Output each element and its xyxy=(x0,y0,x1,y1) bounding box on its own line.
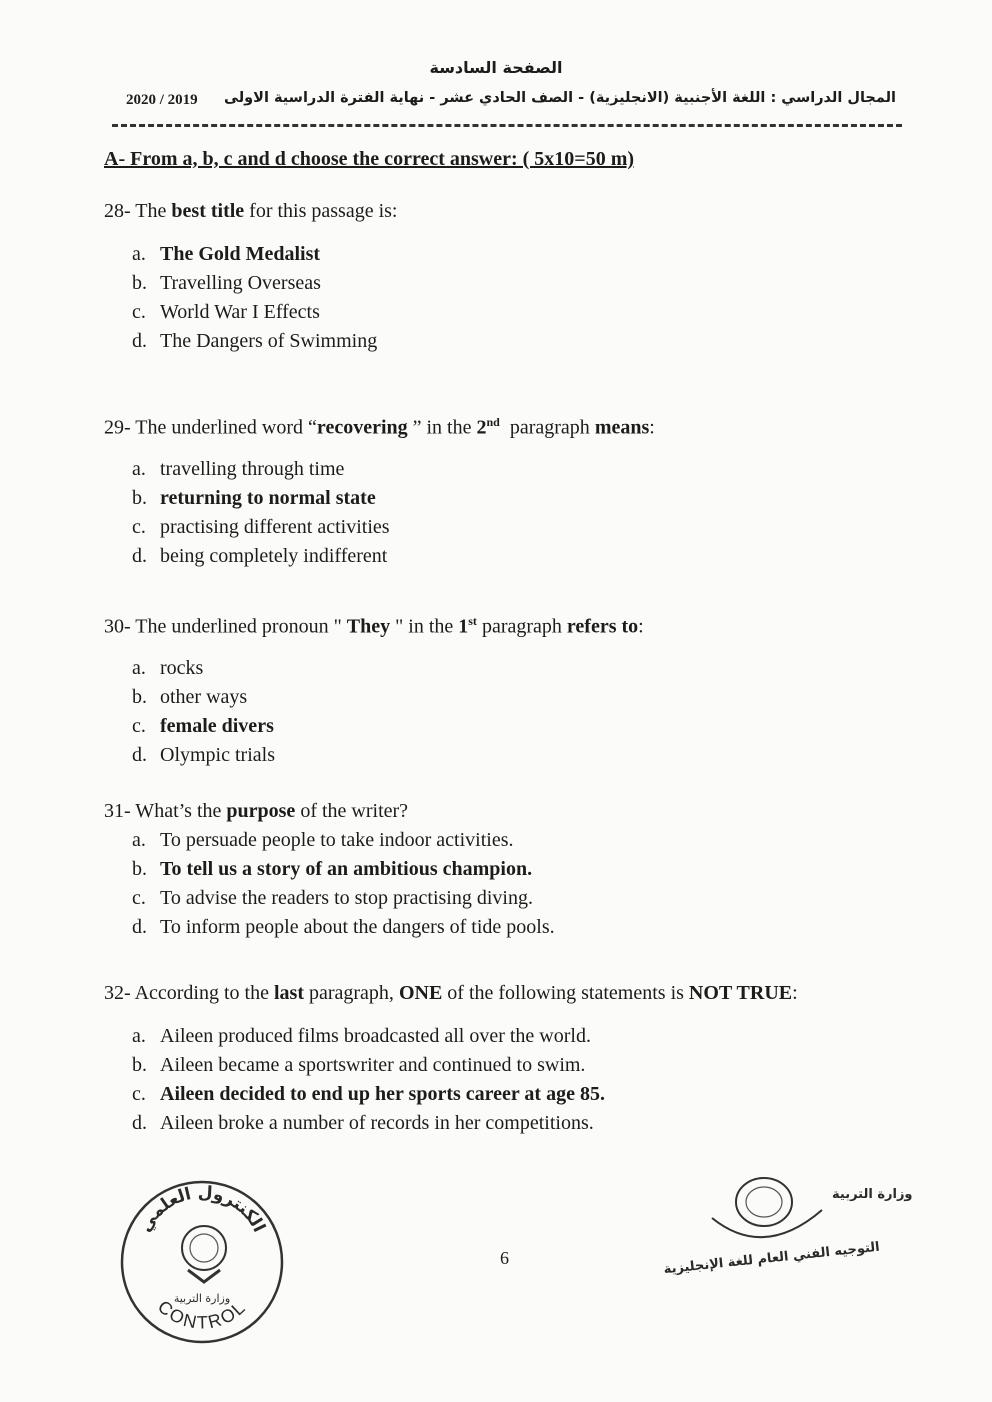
ordinal-suffix: nd xyxy=(486,415,500,429)
question-text: paragraph xyxy=(476,615,567,638)
ministry-seal xyxy=(652,1170,913,1280)
option-text: Aileen became a sportswriter and continued to swim. xyxy=(160,1054,586,1076)
option-text: To persuade people to take indoor activities. xyxy=(160,829,514,851)
question-text: of the writer? xyxy=(295,800,409,822)
option-text: The Gold Medalist xyxy=(160,243,321,265)
header-divider xyxy=(112,124,902,127)
option-text: Aileen decided to end up her sports career at age 85. xyxy=(160,1083,605,1105)
question-text: : xyxy=(638,615,644,638)
question-text: The underlined pronoun " xyxy=(130,615,347,638)
option-letter: d. xyxy=(132,545,147,567)
question-text: : xyxy=(649,416,655,439)
options-32 xyxy=(132,1022,605,1138)
svg-text:الكنترول العلمي xyxy=(135,1183,269,1236)
question-number: 30- xyxy=(104,615,131,638)
option-text: practising different activities xyxy=(160,516,390,538)
option-letter: c. xyxy=(132,887,146,909)
page-number: 6 xyxy=(500,1248,509,1268)
ordinal-number: 2 xyxy=(476,416,487,439)
question-text: : xyxy=(792,982,798,1004)
option-a[interactable] xyxy=(132,455,390,484)
option-text: To tell us a story of an ambitious champion. xyxy=(160,858,533,880)
question-number: 29- xyxy=(104,416,131,439)
option-letter: a. xyxy=(132,243,146,265)
option-text: other ways xyxy=(160,686,248,708)
option-c[interactable] xyxy=(132,1080,605,1109)
option-letter: d. xyxy=(132,330,147,352)
question-text: ” in the xyxy=(407,416,477,439)
options-28 xyxy=(132,240,377,356)
question-text: paragraph xyxy=(499,416,595,439)
question-keyword: purpose xyxy=(226,800,296,822)
option-letter: a. xyxy=(132,458,146,480)
question-31 xyxy=(104,800,408,823)
question-29 xyxy=(104,415,655,440)
options-29 xyxy=(132,455,390,571)
ordinal-number: 1 xyxy=(458,615,469,638)
option-letter: d. xyxy=(132,916,147,938)
question-30 xyxy=(104,614,644,639)
page-title-arabic: الصفحة السادسة xyxy=(429,58,563,77)
question-32 xyxy=(104,982,798,1005)
question-keyword: ONE xyxy=(398,982,443,1004)
option-letter: b. xyxy=(132,686,147,708)
stamp-control-text: CONTROL xyxy=(153,1296,251,1333)
question-text: " in the xyxy=(390,615,459,638)
question-text: of the following statements is xyxy=(442,982,689,1004)
option-letter: a. xyxy=(132,829,146,851)
question-text: What’s the xyxy=(130,800,227,822)
subject-line-arabic xyxy=(126,90,896,106)
question-keyword: recovering xyxy=(316,416,408,439)
seal-ministry-text: وزارة التربية xyxy=(832,1187,913,1202)
option-c[interactable] xyxy=(132,884,555,913)
question-keyword: means xyxy=(594,416,650,439)
option-d[interactable] xyxy=(132,913,555,942)
option-text: rocks xyxy=(160,657,204,679)
stamp-ministry-text: وزارة التربية xyxy=(173,1292,231,1305)
question-28 xyxy=(104,200,397,223)
option-d[interactable] xyxy=(132,741,275,770)
option-text: To advise the readers to stop practising diving. xyxy=(160,887,533,909)
question-keyword: They xyxy=(346,615,391,638)
option-b[interactable] xyxy=(132,683,275,712)
academic-year: 2020 / 2019 xyxy=(126,92,198,108)
option-a[interactable] xyxy=(132,1022,605,1051)
option-letter: c. xyxy=(132,715,146,737)
option-letter: c. xyxy=(132,301,146,323)
question-keyword: best title xyxy=(171,200,245,222)
options-30 xyxy=(132,654,275,770)
option-text: World War I Effects xyxy=(160,301,320,323)
question-number: 32- xyxy=(104,982,131,1004)
option-letter: b. xyxy=(132,272,147,294)
question-keyword: NOT TRUE xyxy=(688,982,793,1004)
option-text: Olympic trials xyxy=(160,744,275,766)
option-letter: d. xyxy=(132,744,147,766)
option-a[interactable] xyxy=(132,826,555,855)
ordinal-suffix: st xyxy=(468,614,477,628)
option-d[interactable] xyxy=(132,542,390,571)
option-letter: c. xyxy=(132,1083,146,1105)
control-stamp xyxy=(118,1170,286,1350)
option-letter: b. xyxy=(132,487,147,509)
option-letter: b. xyxy=(132,1054,147,1076)
option-text: female divers xyxy=(160,715,274,737)
option-b[interactable] xyxy=(132,1051,605,1080)
option-b[interactable] xyxy=(132,269,377,298)
seal-department-text: التوجيه الفني العام للغة الإنجليزية xyxy=(662,1239,881,1278)
question-text: paragraph, xyxy=(303,982,399,1004)
option-a[interactable] xyxy=(132,240,377,269)
question-text: The underlined word “ xyxy=(130,416,317,439)
option-d[interactable] xyxy=(132,327,377,356)
option-text: travelling through time xyxy=(160,458,345,480)
section-heading: A- From a, b, c and d choose the correct answer: ( 5x10=50 m) xyxy=(104,148,635,170)
option-b[interactable] xyxy=(132,484,390,513)
question-number: 28- xyxy=(104,200,131,222)
option-text: Aileen produced films broadcasted all over the world. xyxy=(160,1025,591,1047)
option-d[interactable] xyxy=(132,1109,605,1138)
option-letter: b. xyxy=(132,858,147,880)
option-c[interactable] xyxy=(132,712,275,741)
option-letter: a. xyxy=(132,1025,146,1047)
option-b[interactable] xyxy=(132,855,555,884)
question-number: 31- xyxy=(104,800,131,822)
question-text: According to the xyxy=(130,982,274,1004)
options-31 xyxy=(132,826,555,942)
option-c[interactable] xyxy=(132,298,377,327)
option-text: Travelling Overseas xyxy=(160,272,321,294)
option-c[interactable] xyxy=(132,513,390,542)
question-text: for this passage is: xyxy=(244,200,398,222)
option-letter: d. xyxy=(132,1112,147,1134)
option-text: Aileen broke a number of records in her competitions. xyxy=(160,1112,594,1134)
option-letter: c. xyxy=(132,516,146,538)
option-text: The Dangers of Swimming xyxy=(160,330,378,352)
question-keyword: refers to xyxy=(566,615,639,638)
option-text: being completely indifferent xyxy=(160,545,388,567)
option-text: returning to normal state xyxy=(160,487,376,509)
option-text: To inform people about the dangers of tide pools. xyxy=(160,916,555,938)
option-letter: a. xyxy=(132,657,146,679)
subject-text: المجال الدراسي : اللغة الأجنبية (الانجليزية) - الصف الحادي عشر - نهاية الفترة الدراسية الاولى xyxy=(224,90,896,106)
stamp-arabic-text: الكنترول العلمي xyxy=(135,1182,269,1236)
question-keyword: last xyxy=(273,982,304,1004)
option-a[interactable] xyxy=(132,654,275,683)
question-text: The xyxy=(130,200,172,222)
